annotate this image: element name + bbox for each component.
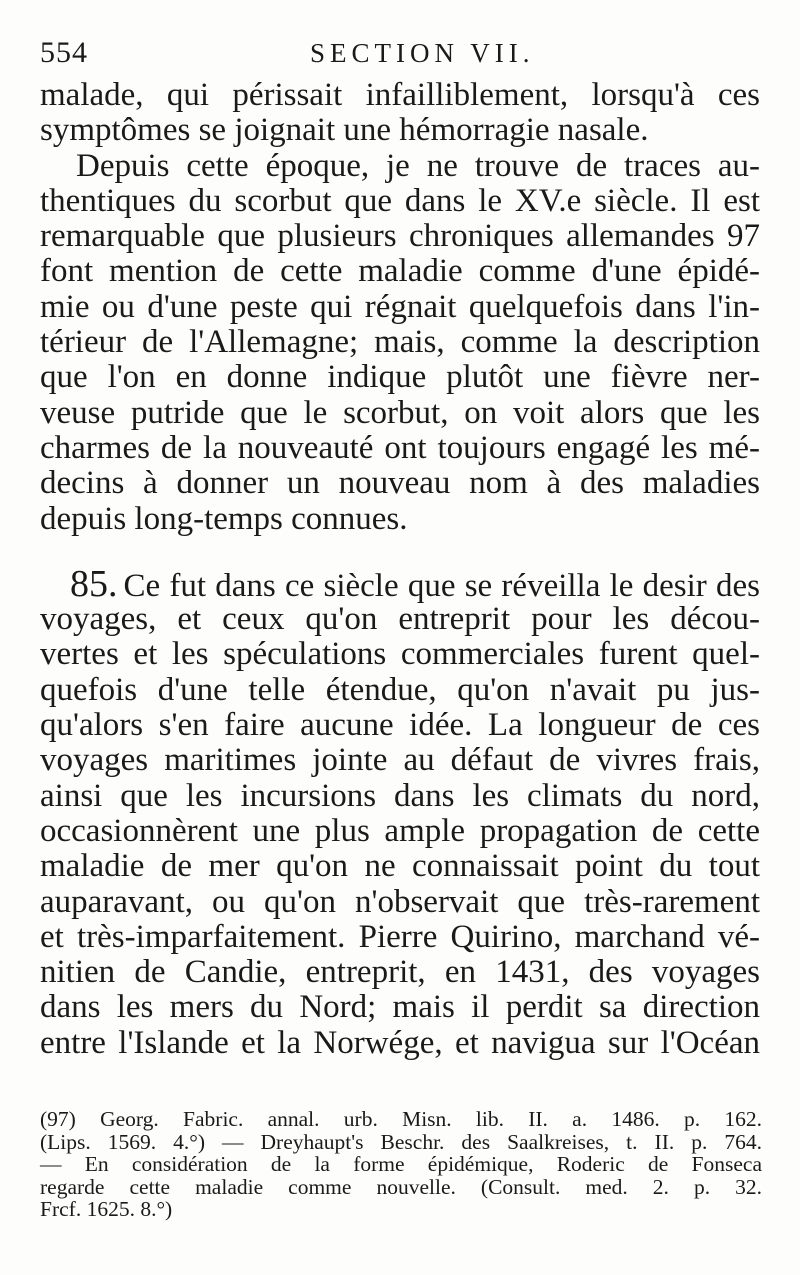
text-line: remarquable que plusieurs chroniques allemandes 97: [40, 218, 760, 255]
text-line: dans les mers du Nord; mais il perdit sa direction: [40, 989, 760, 1026]
page-number: 554: [40, 36, 88, 69]
paragraph-gap: [40, 537, 760, 567]
text-line: depuis long-temps connues.: [40, 500, 408, 537]
text-line: quefois d'une telle étendue, qu'on n'avait pu jus-: [40, 671, 760, 708]
footnote-line: (97) Georg. Fabric. annal. urb. Misn. lib. II. a. 1486. p. 162.: [40, 1107, 762, 1131]
text-line: voyages, et ceux qu'on entreprit pour les décou-: [40, 601, 760, 638]
text-line: font mention de cette maladie comme d'une épidé-: [40, 253, 760, 290]
text-line: qu'alors s'en faire aucune idée. La longueur de ces: [40, 707, 760, 744]
text-line: charmes de la nouveauté ont toujours engagé les mé-: [40, 429, 760, 466]
running-title: SECTION VII.: [310, 38, 535, 68]
footnote-line: (Lips. 1569. 4.°) — Dreyhaupt's Beschr. des Saalkreises, t. II. p. 764.: [40, 1129, 762, 1154]
page-header: [40, 30, 760, 76]
text-line: malade, qui périssait infailliblement, lorsqu'à ces: [40, 77, 760, 113]
text-line: decins à donner un nouveau nom à des maladies: [40, 465, 760, 502]
paragraph-section-85: [40, 562, 760, 1061]
body-text: [40, 78, 760, 1061]
text-line: entre l'Islande et la Norwége, et navigua sur l'Océan: [40, 1024, 760, 1061]
text-line: mie ou d'une peste qui régnait quelquefois dans l'in-: [40, 288, 760, 325]
text-line: voyages maritimes jointe au défaut de vivres frais,: [40, 742, 760, 779]
text-line: Depuis cette époque, je ne trouve de traces au-: [76, 147, 760, 184]
footnote-line: Frcf. 1625. 8.°): [40, 1197, 173, 1222]
text-line: vertes et les spéculations commerciales furent quel-: [40, 636, 760, 673]
text-line: et très-imparfaitement. Pierre Quirino, marchand vé-: [40, 918, 760, 955]
text-line: nitien de Candie, entreprit, en 1431, des voyages: [40, 954, 760, 991]
text-line: thentiques du scorbut que dans le XV.e siècle. Il est: [40, 182, 760, 219]
footnote-line: regarde cette maladie comme nouvelle. (Consult. med. 2. p. 32.: [40, 1174, 762, 1199]
text-line: maladie de mer qu'on ne connaissait point du tout: [40, 848, 760, 885]
text-line-content: Ce fut dans ce siècle que se réveilla le desir des: [123, 567, 760, 604]
text-line: térieur de l'Allemagne; mais, comme la description: [40, 324, 760, 361]
text-line: occasionnèrent une plus ample propagation de cette: [40, 812, 760, 849]
paragraph: [40, 149, 760, 537]
paragraph-continued: [40, 78, 760, 149]
section-number: 85.: [70, 562, 118, 605]
text-line: symptômes se joignait une hémorragie nasale.: [40, 112, 649, 149]
text-line: que l'on en donne indique plutôt une fièvre ner-: [40, 359, 760, 396]
text-line: auparavant, ou qu'on n'observait que très-rarement: [40, 883, 760, 920]
text-line: veuse putride que le scorbut, on voit alors que les: [40, 394, 760, 431]
text-line: ainsi que les incursions dans les climats du nord,: [40, 777, 760, 814]
footnote-line: — En considération de la forme épidémique, Roderic de Fonseca: [40, 1152, 762, 1177]
text-line-first: [40, 562, 760, 605]
footnotes: [40, 1108, 762, 1221]
